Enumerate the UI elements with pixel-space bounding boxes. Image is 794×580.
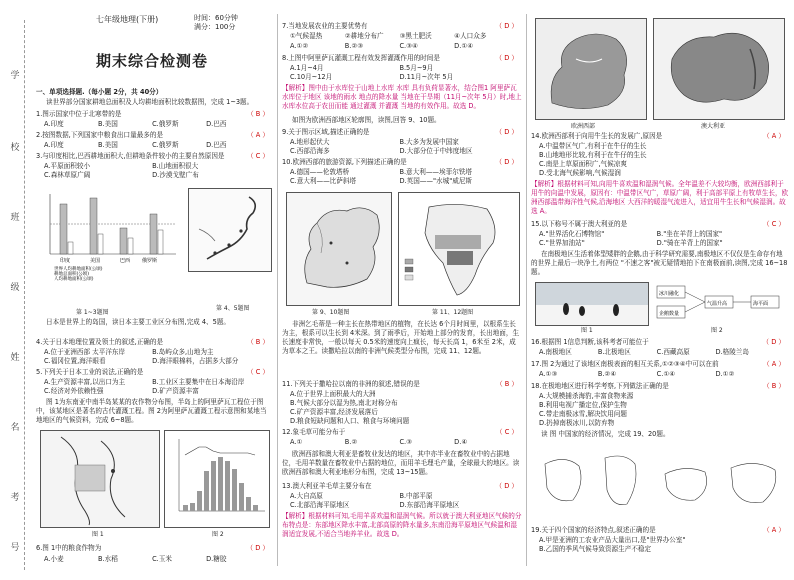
chart-legend: 世界人均耕地面积(公顷) [54,267,103,272]
option: B.水稻 [98,555,118,563]
column-divider [526,14,527,566]
score-label: 满分：100分 [194,23,236,31]
question-stem: 16.根据图 1信息判断,该科考者可能位于 [531,338,649,346]
options [44,357,269,366]
option: D.粮食短缺问题和人口、粮食与环境问题 [290,417,410,425]
question-7 [282,22,522,31]
binding-char: 级 [8,280,22,293]
figure-caption: 图 1 [92,531,104,538]
options [290,501,518,510]
west-europe-terrain-map [535,18,647,120]
australia-terrain-map-svg [654,19,784,119]
option: C.矿产资源丰富,经济发展落后 [290,408,378,416]
question-stem: 17.图 2为通过了该地区南极表面的相互关系,①②③④中可以在前 [531,360,719,368]
answer-mark: （ C ） [247,152,269,160]
japan-map-svg [189,189,271,271]
time-label: 时间：60分钟 [194,14,238,22]
option: A.中温带区气广,有利于在牛仔的生长 [539,142,647,150]
intro-text: 在南极地区生活着体型矮胖的企鹅,由于科学研究需要,南极地区不仅仅是生命存有地的世界上最后一块净土,有两位 "不速之客"被无疑情地拍下在南极面前,读图,完成 16~18题。 [531,250,788,276]
option: C.意大利——比萨斜塔 [290,177,357,185]
intro-text: 日本是世界上的岛国，读日本主要工业区分布图,完成 4、5题。 [46,318,231,326]
option: C.西藏高原 [656,348,690,356]
question-stem: 10.欧洲西部的旅游资源,下列描述正确的是 [282,158,407,166]
figure-caption: 第 4、5题图 [216,305,250,312]
option: D.巴西 [206,141,227,149]
question-3 [36,152,273,161]
options [290,438,518,447]
question-stem: 14.欧洲西部利于向用牛生长的发展广,原因是 [531,132,663,140]
intro-text: 欧洲西部和澳大利亚是畜牧业发达的地区，其中亦半业在畜牧业中的占据地位，毛用羊数量在畜牧业中占据的地位，而用羊毛理毛产量，全球最大的地区。读欧洲西部和澳大利亚地形分布图，完成 13~15题。 [282,450,520,476]
intro-text: 图 1为东南亚中南半岛某某的农作物分布图，半岛上的阿里萨瓦工程位于图中，该某地区是著名的古代灌溉工程。图 2为阿里萨瓦灌溉工程示意图和某地当地地区的气候资料，完成 6~8题。 [36,398,267,424]
intro-text: 如图为欧洲西部地区轮廓图，读图,回答 9、10题。 [292,116,441,124]
question-stem: 18.在极地地区进行科学考察,下列做法正确的是 [531,382,669,390]
option: C.③ [399,438,413,446]
option: A.大自高原 [290,492,323,500]
binding-char: 校 [8,140,22,153]
option: A.地形起伏大 [290,138,330,146]
chart-category: 巴西 [120,258,131,264]
chart-category: 美国 [90,258,101,264]
question-10 [282,158,522,167]
question-18 [531,382,789,391]
answer-mark: （ B ） [496,380,518,388]
question-9 [282,128,522,137]
figure-caption: 图 2 [212,531,224,538]
option: A.① [290,438,303,446]
binding-char: 名 [8,420,22,433]
explanation: 【解析】图中由于水库位于山地上水库 水库 具有负荷显著水，结合图1 阿里萨瓦水库位于地区 该地的雨水 地点的降水量 当地在干旱期（11月~次年 5月）时,地上水库水位高于农田而能 通过灌溉 并灌溉 当地的有效作用。故选 D。 [282,84,522,110]
option: A.南极地区 [539,348,572,356]
options [44,378,269,387]
answer-mark: （ A ） [247,131,269,139]
farmland-chart-svg [38,184,180,282]
climate-chart-svg [165,431,269,527]
answer-mark: （ D ） [495,22,518,30]
options [290,42,518,51]
answer-mark: （ B ） [247,338,269,346]
question-stem: 12.象毛草可能分布于 [282,428,346,436]
relation-diagram-svg [655,282,783,324]
option: D.④ [454,438,468,446]
africa-climate-map [398,192,520,306]
options [290,417,518,426]
option: B.② [344,438,358,446]
grade-label: 七年级地理(下册) [96,15,159,24]
options [539,536,784,545]
options [539,239,784,248]
question-6 [36,544,273,553]
option: B.气候大部分以湿为热,南北对称分布 [290,399,398,407]
options [290,64,518,73]
option: D.①④ [454,42,474,50]
answer-mark: （ C ） [763,220,785,228]
answer-mark: （ B ） [763,382,785,390]
question-2 [36,131,273,140]
option: A.印度 [44,141,64,149]
explanation: 【解析】根据材料可知,向用牛喜欢温和湿润气候。全年温差不大较均衡，欧洲西部利于用牛的向温中发展，原因有：中温带区气广，草原广阔，利于高部平原上有牧草生长，欧洲西部温带海洋性气候,沿海地区 大西洋的暖湿气流进入，适宜用牛生长和气候湿润。故选 A。 [531,180,789,215]
africa-climate-map-svg [399,193,519,305]
question-15 [531,220,789,229]
option: A.①③ [539,370,558,378]
diagram-node: 冰川融化 [659,291,680,297]
page-title: 期末综合检测卷 [96,52,209,70]
binding-char: 姓 [8,350,22,363]
question-stem: 19.关于四个国家的经济特点,叙述正确的是 [531,526,656,534]
question-stem: 2.按图数据,下列国家中粮食出口量最多的是 [36,131,164,139]
question-1 [36,110,273,119]
answer-mark: （ D ） [246,544,269,552]
farmland-chart [38,184,180,282]
diagram-node: 企鹅数量 [659,311,680,317]
options [539,410,784,419]
option: A.小麦 [44,555,64,563]
option: B."坐在羊背上的国家" [656,230,723,238]
options [539,348,784,357]
climate-chart [164,430,270,528]
column-divider [277,14,278,566]
option: C.③④ [399,42,418,50]
option: A.大规模捕杀海豹,丰富食物来源 [539,392,634,400]
question-stem: 13.澳大利亚羊毛草主要分布在 [282,482,372,490]
options [539,160,784,169]
option: B.美国 [98,141,118,149]
answer-mark: （ B ） [247,110,269,118]
option: C.①④ [656,370,676,378]
japan-map [188,188,272,272]
option: B.岛屿众多,山地为主 [152,348,214,356]
question-stem: 4.关于日本地理位置及领土的叙述,正确的是 [36,338,164,346]
question-stem: 1.图示国家中位于北寒带的是 [36,110,122,118]
option: D.沙漠戈壁广布 [152,171,199,179]
intro-text: 非洲乞毛蒂是一种主长在热带地区的植物，在长达 6个月时间里，以根系生长为主，根系可以生长到 4米深。到了雨季后，开始地上部分的发育，长出地面，生长速度非常快，一般以每天 0.5米的速度向上疯长，每天长高 1，6米至 2米，成为草本之王。读撒哈拉以南的非洲气候类型分布图，完成 11、12题。 [282,320,520,355]
answer-mark: （ D ） [495,128,518,136]
option: A.平原面积较小 [44,162,91,170]
option: B.利用电视广播定位,保护生物 [539,401,627,409]
question-stem: 11.下列关于撒哈拉以南的非洲的叙述,错误的是 [282,380,420,388]
intro-text: 读 图 中国家的经济情况，完成 19、20题。 [541,430,670,438]
question-stem: 15.以下称号不属于澳大利亚的是 [531,220,628,228]
option: C.森林草原广阔 [44,171,91,179]
question-stem: 6.图 1中的粮食作物为 [36,544,102,552]
question-stem: 9.关于图示区域,描述正确的是 [282,128,370,136]
options [539,392,784,401]
option: A.生产资源丰富,以出口为主 [44,378,126,386]
options [539,142,784,151]
answer-mark: （ D ） [495,54,518,62]
question-14 [531,132,789,141]
option: D.大部分位于中纬度地区 [399,147,473,155]
answer-mark: （ C ） [496,428,518,436]
options [539,370,784,379]
option: D.受北海气候影响,气候湿润 [539,169,621,177]
option: B.美国 [98,120,118,128]
option: C.福冈位置,海洋眼看 [44,357,106,365]
relation-diagram [655,282,783,324]
option: C.经济对外依赖性强 [44,387,104,395]
antarctic-photo-svg [536,283,648,325]
options [290,408,518,417]
options [539,419,784,428]
option: D.英国——"水城"威尼斯 [399,177,473,185]
question-stem: 7.当地发展农业的主要优势有 [282,22,368,30]
option: C.南是上草原面积广,气候凉爽 [539,160,627,168]
column-3 [531,14,789,574]
option: D.①② [715,370,735,378]
option: A.1月~4月 [290,64,324,72]
option: D.海洋眼棉料，占据多大部分 [152,357,239,365]
figure-caption: 澳大利亚 [701,123,726,130]
option: C.俄罗斯 [152,120,179,128]
option: A.位于亚洲西部 太平洋东岸 [44,348,126,356]
options [539,230,784,239]
chart-legend: 人均耕地面积(公顷) [54,277,94,282]
column-2 [282,14,522,574]
question-19 [531,526,789,535]
chart-category: 印度 [60,258,71,264]
option: D."骑在羊背上的国家" [656,239,723,247]
answer-mark: （ D ） [495,158,518,166]
options [290,168,518,177]
binding-line [24,20,25,570]
west-europe-terrain-map-svg [536,19,646,119]
figure-caption: 第 1~3题图 [76,309,109,316]
answer-mark: （ A ） [763,360,785,368]
option: D.东部沿海平原地区 [399,501,460,509]
option: C.西部沿海多 [290,147,330,155]
options [44,171,269,180]
option: B.②④ [597,370,617,378]
option: A.甲是亚洲的工农业产品大量出口,是"世界办公室" [539,536,686,544]
option: C.玉米 [152,555,172,563]
option: D.11月~次年 5月 [399,73,454,81]
option: A.位于世界上面积最大的大洲 [290,390,376,398]
question-17 [531,360,789,369]
options [44,141,269,150]
options [290,138,518,147]
option: A.印度 [44,120,64,128]
options [44,162,269,171]
option: B.工业区主要集中在日本海沿岸 [152,378,245,386]
europe-map-svg [287,193,391,305]
option: ④人口众多 [454,32,487,40]
options [290,177,518,186]
option: B.山地地形比较,有利于在牛仔的生长 [539,151,647,159]
question-8 [282,54,522,63]
option: A.德国——伦敦塔桥 [290,168,350,176]
figure-caption: 图 2 [711,327,723,334]
binding-char: 考 [8,490,22,503]
option: D.格陵兰岛 [715,348,749,356]
options [539,545,784,554]
options [539,169,784,178]
chart-legend: 耕地总面积(公顷) [54,272,90,277]
option: B.北极地区 [597,348,631,356]
question-11 [282,380,522,389]
answer-mark: （ D ） [495,482,518,490]
options [539,151,784,160]
figure-caption: 第 9、10题图 [312,309,350,316]
option: B.意大利——埃菲尔铁塔 [399,168,472,176]
four-countries-maps-svg [535,444,783,522]
peninsula-map [40,430,160,528]
explanation: 【解析】根据材料可知,毛用羊喜欢温和湿润气候。所以就于澳大利亚地区气候的分布特点是：东部地区降水丰富,北部高原的降水量多,东南沿海平原地区气候温和湿润适宜发展,不适合当地养羊业。故选 D。 [282,512,522,538]
option: D.矿产资源丰富 [152,387,199,395]
question-16 [531,338,789,347]
diagram-node: 海平面 [753,301,769,307]
option: ③黑土肥沃 [399,32,432,40]
option: B.乙国的季风气候导致资源生产不稳定 [539,545,652,553]
option: ①气候湿热 [290,32,323,40]
option: C."世界加油站" [539,239,585,247]
binding-char: 号 [8,540,22,553]
answer-mark: （ A ） [763,132,785,140]
binding-margin [6,20,34,570]
binding-char: 学 [8,68,22,81]
figure-caption: 图 1 [581,327,593,334]
question-4 [36,338,273,347]
option: ②耕地分布广 [344,32,384,40]
section-heading: 一、单项选择题.（每小题 2分，共 40分） [36,88,163,96]
option: D.糖胶 [206,555,227,563]
options [44,348,269,357]
option: C.10月~12月 [290,73,333,81]
answer-mark: （ C ） [247,368,269,376]
question-stem: 5.下列关于日本工业的说法,正确的是 [36,368,144,376]
question-12 [282,428,522,437]
chart-category: 俄罗斯 [142,258,158,264]
options [290,492,518,501]
option: D.扔掉南极冰川,以防弃物 [539,419,615,427]
options [290,73,518,82]
figure-caption: 欧洲西部 [571,123,596,130]
australia-terrain-map [653,18,785,120]
question-5 [36,368,273,377]
option: C.带走南极冰雪,解决饮用问题 [539,410,627,418]
answer-mark: （ D ） [762,338,785,346]
option: A.①② [290,42,309,50]
options [290,390,518,399]
intro-text: 读世界部分国家耕地总面积及人均耕地面积比较数据图，完成 1~3题。 [46,98,254,106]
options [290,147,518,156]
question-stem: 8.上图中阿里萨瓦灌溉工程有效发挥灌溉作用的时间是 [282,54,440,62]
column-1 [36,14,273,574]
option: C.北部沿海平原地区 [290,501,350,509]
option: B.大多为发展中国家 [399,138,459,146]
option: A."世界活化石博物馆" [539,230,605,238]
options [44,120,269,129]
four-countries-maps [535,444,783,522]
options [290,32,518,41]
europe-map [286,192,392,306]
options [290,399,518,408]
option: B.5月~9月 [399,64,434,72]
binding-char: 班 [8,210,22,223]
options [539,401,784,410]
options [44,555,269,564]
option: B.山地面积很大 [152,162,199,170]
option: C.俄罗斯 [152,141,179,149]
question-stem: 3.与印度相比,巴西耕地面积大,但耕地条件较小的主要自然原因是 [36,152,225,160]
peninsula-map-svg [41,431,159,527]
antarctic-photo [535,282,649,326]
option: B.②③ [344,42,364,50]
options [44,387,269,396]
diagram-node: 气温升高 [707,301,728,307]
question-13 [282,482,522,491]
option: B.中部平原 [399,492,433,500]
answer-mark: （ A ） [763,526,785,534]
option: D.巴西 [206,120,227,128]
figure-caption: 第 11、12题图 [432,309,474,316]
